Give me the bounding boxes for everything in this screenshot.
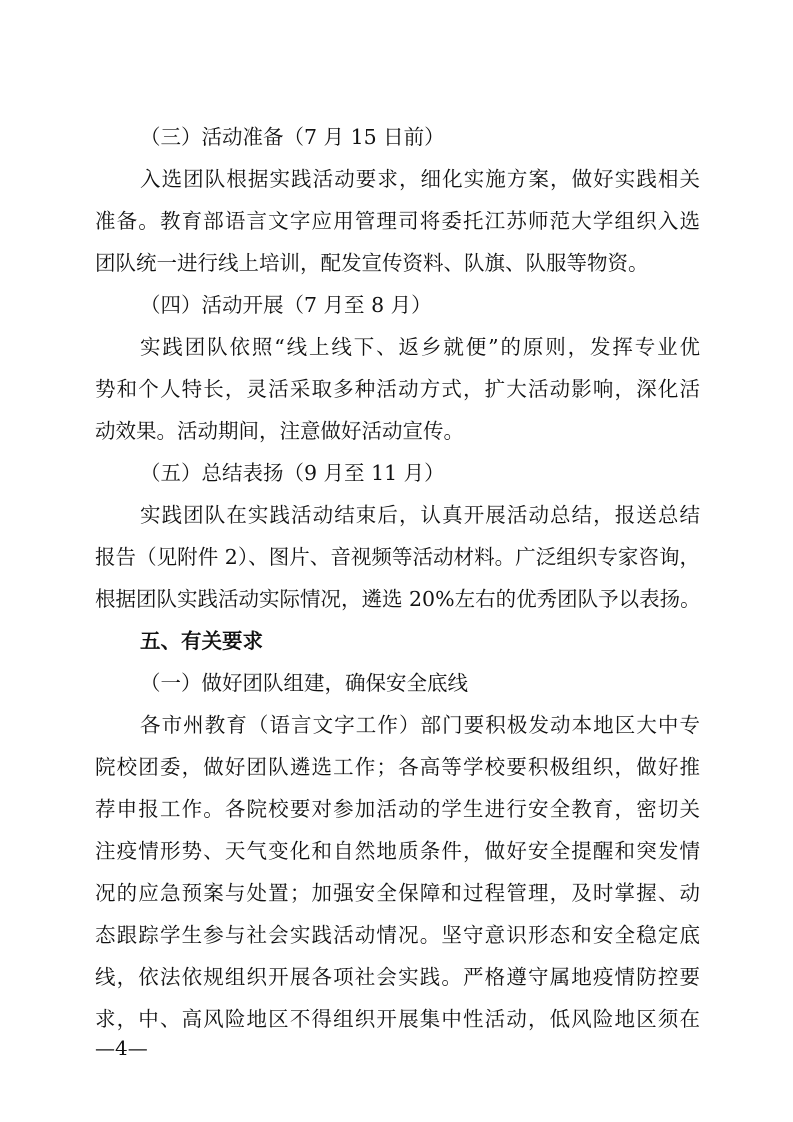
paragraph-line: 报告（见附件 2）、图片、音视频等活动材料。广泛组织专家咨询，: [95, 545, 700, 569]
paragraph-line: 注疫情形势、天气变化和自然地质条件，做好安全提醒和突发情: [95, 839, 700, 863]
paragraph-line: 各市州教育（语言文字工作）部门要积极发动本地区大中专: [140, 713, 700, 737]
paragraph-line: 求，中、高风险地区不得组织开展集中性活动，低风险地区须在: [95, 1007, 700, 1031]
paragraph-line: 态跟踪学生参与社会实践活动情况。坚守意识形态和安全稳定底: [95, 923, 700, 947]
section-title-3: （三）活动准备（7 月 15 日前）: [140, 125, 445, 149]
paragraph-line: 准备。教育部语言文字应用管理司将委托江苏师范大学组织入选: [95, 209, 700, 233]
page-number: —4—: [95, 1036, 148, 1060]
paragraph-line: 况的应急预案与处置；加强安全保障和过程管理，及时掌握、动: [95, 881, 700, 905]
paragraph-line: 线，依法依规组织开展各项社会实践。严格遵守属地疫情防控要: [95, 965, 700, 989]
subsection-title: （一）做好团队组建，确保安全底线: [140, 671, 468, 695]
paragraph-line: 根据团队实践活动实际情况，遴选 20%左右的优秀团队予以表扬。: [95, 587, 701, 611]
paragraph-line: 实践团队在实践活动结束后，认真开展活动总结，报送总结: [140, 503, 700, 527]
paragraph-line: 实践团队依照“线上线下、返乡就便”的原则，发挥专业优: [140, 335, 700, 359]
section-title-5: （五）总结表扬（9 月至 11 月）: [140, 461, 445, 485]
paragraph-line: 势和个人特长，灵活采取多种活动方式，扩大活动影响，深化活: [95, 377, 700, 401]
section-title-4: （四）活动开展（7 月至 8 月）: [140, 293, 432, 317]
paragraph-line: 院校团委，做好团队遴选工作；各高等学校要积极组织，做好推: [95, 755, 700, 779]
paragraph-line: 荐申报工作。各院校要对参加活动的学生进行安全教育，密切关: [95, 797, 700, 821]
paragraph-line: 入选团队根据实践活动要求，细化实施方案，做好实践相关: [140, 167, 700, 191]
paragraph-line: 动效果。活动期间，注意做好活动宣传。: [95, 419, 464, 443]
paragraph-line: 团队统一进行线上培训，配发宣传资料、队旗、队服等物资。: [95, 251, 649, 275]
part-heading: 五、有关要求: [140, 629, 263, 653]
